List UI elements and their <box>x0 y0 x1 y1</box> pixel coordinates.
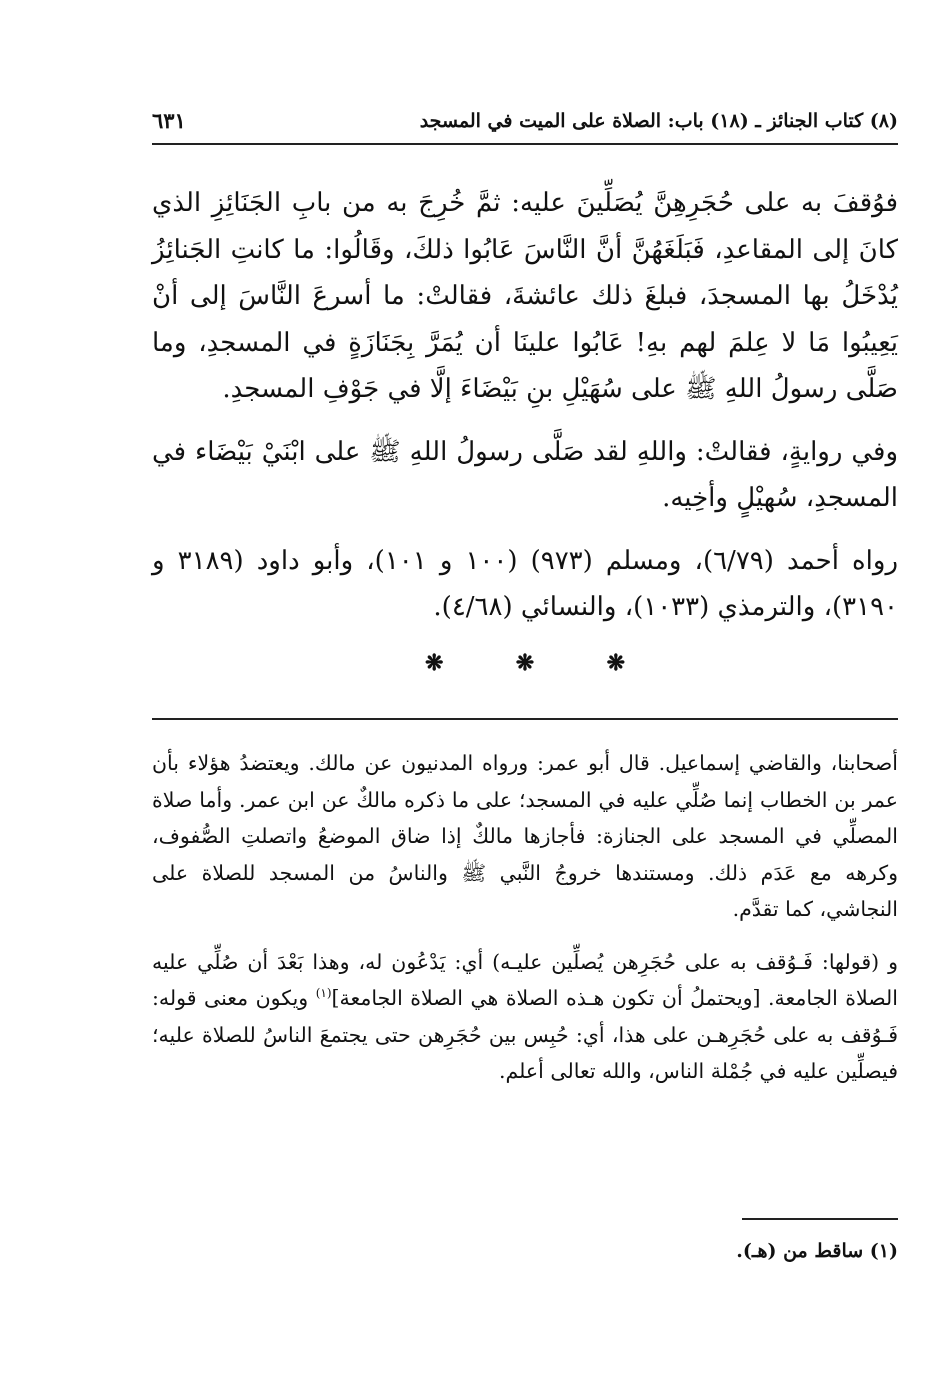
main-text <box>152 180 898 631</box>
footnote-divider <box>742 1218 898 1220</box>
star-ornament: ❋ <box>606 650 625 676</box>
section-separator <box>425 650 625 674</box>
running-header <box>152 106 898 140</box>
star-ornament: ❋ <box>425 650 444 676</box>
commentary-divider <box>152 718 898 720</box>
header-divider <box>152 143 898 145</box>
page-number: ٦٣١ <box>152 108 186 133</box>
hadith-paragraph: فوُقفَ به على حُجَرِهِنَّ يُصَلِّينَ عليه: ثمَّ خُرِجَ به من بابِ الجَنَائِزِ الذي كانَ إلى المقاعدِ، فَبَلَغَهُنَّ أنَّ النَّاسَ عَابُوا ذلكَ، وقَالُوا: ما كانتِ الجَنائِزُ يُدْخَلُ بها المسجدَ، فبلغَ ذلك عائشةَ، فقالتْ: ما أسرعَ النَّاسَ إلى أنْ يَعِيبُوا مَا لا عِلمَ لهم بهِ! عَابُوا علينَا أن يُمَرَّ بِجَنَازَةٍ في المسجدِ، وما صَلَّى رسولُ اللهِ ﷺ على سُهَيْلِ بنِ بَيْضَاءَ إلَّا في جَوْفِ المسجدِ. <box>152 188 899 404</box>
narration-paragraph: وفي روايةٍ، فقالتْ: واللهِ لقد صَلَّى رسولُ اللهِ ﷺ على ابْنَيْ بَيْضَاء في المسجدِ، سُهيْلٍ وأخِيه. <box>152 436 898 513</box>
commentary-paragraph <box>152 944 898 1090</box>
footnote-reference[interactable]: (١) <box>315 986 332 1001</box>
commentary-segment: و (قولها: فَـوُقف به على حُجَرِهن يُصلِّين عليـه) أي: يَدْعُون له، وهذا بَعْدَ أن صُلِّي عليه الصلاة الجامعة. [ويحتملُ أن تكون هـذه الصلاة هي الصلاة الجامعة] <box>152 949 898 1010</box>
takhrij-paragraph: رواه أحمد (٦/٧٩)، ومسلم (٩٧٣) (١٠٠ و ١٠١)، وأبو داود (٣١٨٩ و ٣١٩٠)، والترمذي (١٠٣٣)، والنسائي (٤/٦٨). <box>152 545 898 622</box>
header-title: (٨) كتاب الجنائز ـ (١٨) باب: الصلاة على الميت في المسجد <box>419 110 898 132</box>
commentary-text <box>152 745 898 1090</box>
star-ornament: ❋ <box>515 650 535 676</box>
commentary-paragraph: أصحابنا، والقاضي إسماعيل. قال أبو عمر: ورواه المدنيون عن مالك. ويعتضدُ هؤلاء بأن عمر بن الخطاب إنما صُلِّي عليه في المسجد؛ على ما ذكره مالكٌ عن ابن عمر. وأما صلاة المصلِّي في المسجد على الجنازة: فأجازها مالكٌ إذا ضاق الموضعُ واتصلتِ الصُّفوف، وكرهه مع عَدَم ذلك. ومستندها خروجُ النَّبي ﷺ والناسُ من المسجد للصلاة على النجاشي، كما تقدَّم. <box>152 751 898 921</box>
commentary-segment: ويكون معنى قوله: فَـوُقف به على حُجَرِهـن على هذا، أي: حُبِس بين حُجَرِهن حتى يجتمعَ الناسُ للصلاة عليه؛ فيصلِّين عليه في جُمْلة الناس، والله تعالى أعلم. <box>152 986 898 1083</box>
footnote: (١) ساقط من (هـ). <box>736 1240 898 1262</box>
